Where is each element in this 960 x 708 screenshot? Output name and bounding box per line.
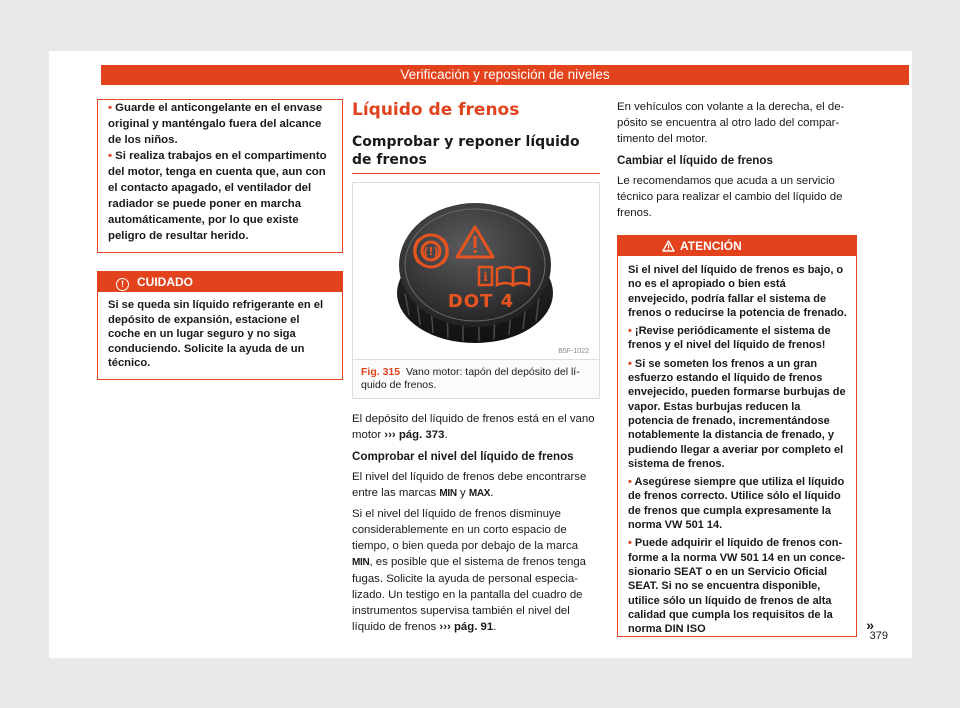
paragraph-service: Le recomendamos que acuda a un servicio técnico para realizar el cambio del líquido de frenos. (617, 175, 843, 219)
page-reference-link[interactable]: ››› pág. 91 (439, 621, 494, 633)
page-reference-link[interactable]: ››› pág. 373 (384, 429, 445, 441)
figure-code: B5F-1022 (558, 348, 589, 355)
title-rule (352, 173, 600, 174)
warning-continuation-box (97, 99, 343, 253)
paragraph-marks: El nivel del líquido de frenos debe encontrarse entre las marcas MIN y MAX. (352, 471, 587, 499)
attention-item: • ¡Revise periódicamente el sistema de frenos y el nivel del líquido de frenos! (628, 325, 831, 352)
continued-arrow-icon: » (866, 617, 874, 634)
attention-item: • Asegúrese siempre que utiliza el líquido de frenos correcto. Utilice sólo el líquido de frenos que cumpla expresamente la norma VW 501 14. (628, 476, 845, 532)
paragraph-location: El depósito del líquido de frenos está en el vano motor ››› pág. 373. (352, 413, 595, 441)
warning-item: • Si realiza trabajos en el compartimento del motor, tenga en cuenta que, aun con el contacto apagado, el ventilador del radiador se puede poner en marcha automáticamente, por lo que existe peligro de resultar herido. (108, 150, 327, 242)
figure-caption (353, 359, 599, 398)
warning-item: • Guarde el anticongelante en el envase original y manténgalo fuera del alcance de los niños. (108, 102, 323, 146)
paragraph-leak: Si el nivel del líquido de frenos disminuye considerablemente en un corto espacio de tiempo, o bien queda por debajo de la marca MIN, es posible que el sistema de frenos tenga fugas. Solicite la ayuda de personal especializado. Un testigo en la pantalla del cuadro de instrumentos supervisa también el nivel del líquido de frenos ››› pág. 91. (352, 508, 586, 633)
subheading-check-level: Comprobar el nivel del líquido de frenos (352, 450, 574, 463)
info-circle-icon: ! (116, 278, 129, 291)
subheading-change-fluid: Cambiar el líquido de frenos (617, 154, 773, 167)
right-column (617, 99, 874, 637)
min-mark: MIN (352, 557, 370, 568)
figure-315 (352, 182, 600, 399)
middle-column (352, 99, 600, 635)
attention-item: • Si se someten los frenos a un gran esfuerzo estando el líquido de frenos envejecido, pueden formarse burbujas de vapor. Estas burbujas reducen la potencia de frenado, incrementándose notablemente la distancia de frenado, y pudiendo llegar a averiar por completo el sistema de frenos. (628, 357, 846, 470)
svg-text:i: i (483, 270, 488, 284)
section-header: Verificación y reposición de niveles (101, 65, 909, 85)
brake-fluid-cap-image (353, 183, 599, 359)
section-title: Líquido de frenos (352, 100, 520, 120)
page-number: 379 (869, 630, 888, 642)
figure-label: Fig. 315 (361, 366, 401, 378)
max-mark: MAX (468, 488, 491, 499)
left-column (97, 99, 343, 380)
brake-fluid-cap-illustration (353, 183, 599, 359)
min-mark: MIN (439, 488, 457, 499)
paragraph-rhd: En vehículos con volante a la derecha, el depósito se encuentra al otro lado del compartimento del motor. (617, 101, 845, 145)
caution-text: Si se queda sin líquido refrigerante en el depósito de expansión, estacione el coche en un lugar seguro y no siga conduciendo. Solicite la ayuda de un técnico. (108, 299, 324, 370)
warning-triangle-icon (662, 240, 675, 252)
svg-text:DOT 4: DOT 4 (447, 291, 515, 312)
figure-caption-text: Vano motor: tapón del depósito del líquido de frenos. (361, 366, 580, 391)
svg-text:(!): (!) (423, 245, 439, 258)
caution-header: ! CUIDADO (98, 272, 342, 292)
attention-box (617, 235, 874, 637)
subsection-title: Comprobar y reponer líquido de frenos (352, 134, 580, 168)
attention-intro: Si el nivel del líquido de frenos es bajo, o no es el apropiado o bien está envejecido, podría fallar el sistema de frenos o reducirse la potencia de frenado. (628, 264, 847, 319)
manual-page (49, 51, 912, 658)
caution-box (97, 271, 343, 380)
attention-header: ATENCIÓN (618, 236, 856, 256)
attention-item: • Puede adquirir el líquido de frenos conforme a la norma VW 501 14 en un concesionario SEAT o en un Servicio Oficial SEAT. Si no se encuentra disponible, utilice sólo un líquido de frenos de alta calidad que cumpla los requisitos de la norma DIN ISO (628, 537, 846, 636)
